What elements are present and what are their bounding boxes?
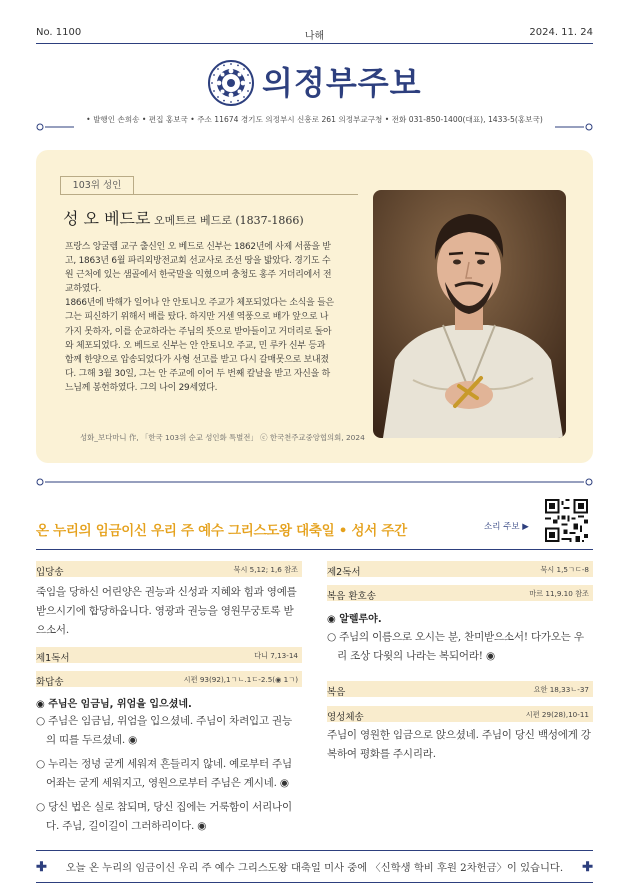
cross-icon: ✚ (582, 860, 593, 875)
alleluia: ◉ 알렐루야. (327, 614, 382, 625)
footer-notice (36, 859, 593, 879)
entrance-antiphon-text (36, 583, 302, 640)
bio-line: 교하였다. (65, 284, 102, 295)
issue-date: 2024. 11. 24 (529, 27, 593, 38)
cross-icon: ✚ (36, 860, 47, 875)
verse-line: 리 조상 다윗의 나라는 복되어라! ◉ (337, 650, 495, 662)
bio-line: 프랑스 앙굴렘 교구 출신인 오 베드로 신부는 1862년에 사제 서품을 받 (65, 242, 331, 252)
bio-line: 가지 못하자, 이를 순교하라는 주님의 뜻으로 받아들이고 거더리로 돌아 (65, 326, 332, 337)
diocese-seal-icon (208, 60, 254, 106)
saint-portrait-image (373, 190, 566, 438)
saint-series-label: 103위 성인 (60, 176, 134, 195)
acclamation-verse (327, 628, 597, 666)
verse-line: 다. 주님, 길이길이 그러하리이다. ◉ (46, 820, 207, 832)
masthead-info: • 발행인 손희송 • 편집 홍보국 • 주소 11674 경기도 의정부시 신흥로 261 의정부교구청 • 전화 031-850-1400(대표), 1433-5(홍보국) (86, 115, 543, 124)
entrance-ref: 묵시 5,12; 1,6 참조 (233, 565, 298, 574)
entrance-antiphon-header (36, 561, 302, 577)
qr-code-icon[interactable] (545, 499, 588, 542)
issue-number: No. 1100 (36, 27, 82, 38)
communion-ref: 시편 29(28),10-11 (525, 710, 589, 719)
masthead (0, 58, 629, 108)
verse-line: ○ 주님의 이름으로 오시는 분, 찬미받으소서! 다가오는 우 (327, 631, 584, 643)
section-divider (36, 477, 593, 487)
text-line: 받으시기에 합당하옵니다. 영광과 권능을 영원무궁토록 받 (36, 605, 294, 617)
text-line: 으소서. (36, 624, 69, 636)
portrait-caption: 성화_보다마니 作, 「한국 103위 순교 성인화 특별전」 ⓒ 한국천주교중앙협의회, 2024 (80, 433, 365, 442)
gospel-label: 복음 (327, 687, 346, 698)
saint-name-main: 성 오 베드로 (63, 209, 151, 228)
second-reading-label: 제2독서 (327, 567, 361, 578)
gospel-acclamation-header (327, 585, 593, 601)
audio-bulletin-link[interactable]: 소리 주보 ▶ (484, 522, 529, 532)
saint-name-sub: 오메트르 베드로 (1837-1866) (150, 214, 304, 227)
entrance-label: 입당송 (36, 567, 64, 578)
gospel-header (327, 681, 593, 697)
psalm-verses (36, 712, 306, 836)
liturgical-year: 나해 (304, 31, 325, 42)
communion-label: 영성체송 (327, 712, 364, 723)
verse-line: 어좌는 굳게 세워지고, 영원으로부터 주님은 계시네. ◉ (46, 777, 289, 789)
bio-line: 고, 1863년 6월 파리외방전교회 선교사로 조선 땅을 밟았다. 경기도 수 (65, 256, 331, 267)
verse-line: ○ 주님은 임금님, 위엄을 입으셨네. 주님이 차려입고 권능 (36, 715, 292, 727)
communion-text (327, 726, 597, 764)
verse-line: ○ 당신 법은 실로 참되며, 당신 집에는 거룩함이 서리나이 (36, 801, 292, 813)
saint-name (63, 206, 304, 229)
psalm-refrain: ◉ 주님은 임금님, 위엄을 입으셨네. (36, 699, 192, 710)
readings-top-rule (36, 549, 593, 550)
text-line: 죽임을 당하신 어린양은 권능과 신성과 지혜와 힘과 영예를 (36, 586, 297, 598)
bio-line: 느님께 봉헌하였다. 그의 나이 29세였다. (65, 382, 218, 393)
top-bar (36, 22, 593, 42)
saint-biography (65, 240, 355, 395)
bio-line: 1866년에 박해가 일어나 안 안토니오 주교가 체포되었다는 소식을 들은 (65, 298, 334, 309)
verse-line: 의 띠를 두르셨네. ◉ (46, 734, 138, 746)
feast-title: 온 누리의 임금이신 우리 주 예수 그리스도왕 대축일 • 성서 주간 (36, 523, 407, 539)
footer-bottom-rule (36, 882, 593, 883)
footer-top-rule (36, 850, 593, 851)
second-reading-ref: 묵시 1,5ㄱㄷ-8 (540, 565, 589, 574)
text-line: 주님이 영원한 임금으로 앉으셨네. 주님이 당신 백성에게 강 (327, 729, 591, 741)
bio-line: 그는 피신하기 위해서 배를 탔다. 하지만 거센 역풍으로 배가 앞으로 나 (65, 312, 329, 323)
label-underline (60, 194, 358, 195)
bio-line: 함께 한양으로 압송되었다가 사형 선고를 받고 다시 갈매못으로 보내졌 (65, 354, 329, 365)
psalm-label: 화답송 (36, 677, 64, 688)
bio-line: 원 근처에 있는 샘골에서 한국말을 익혔으며 충청도 홍주 거더리에서 전 (65, 270, 332, 281)
verse-line: ○ 누리는 정녕 굳게 세워져 흔들리지 않네. 예로부터 주님 (36, 758, 292, 770)
psalm-ref: 시편 93(92),1ㄱㄴ.1ㄷ-2.5(◉ 1ㄱ) (183, 675, 298, 684)
gospel-acclamation-label: 복음 환호송 (327, 591, 376, 602)
first-reading-header (36, 647, 302, 663)
top-rule (36, 43, 593, 44)
second-reading-header (327, 561, 593, 577)
bio-line: 와 체포되었다. 오 베드로 신부는 안 안토니오 주교, 민 루카 신부 등과 (65, 340, 326, 351)
first-reading-label: 제1독서 (36, 653, 70, 664)
communion-header (327, 706, 593, 722)
paper-title: 의정부주보 (262, 64, 422, 102)
gospel-acclamation-ref: 마르 11,9.10 참조 (529, 589, 589, 598)
text-line: 복하여 평화를 주시리라. (327, 748, 436, 760)
gospel-ref: 요한 18,33ㄴ-37 (533, 685, 589, 694)
footer-text: 오늘 온 누리의 임금이신 우리 주 예수 그리스도왕 대축일 미사 중에 〈신학생 학비 후원 2차헌금〉이 있습니다. (65, 862, 564, 874)
bio-line: 다. 그해 3월 30일, 그는 안 주교에 이어 두 번째 칼날을 받고 자신을 하 (65, 368, 330, 379)
psalm-header (36, 671, 302, 687)
first-reading-ref: 다니 7,13-14 (254, 651, 298, 660)
